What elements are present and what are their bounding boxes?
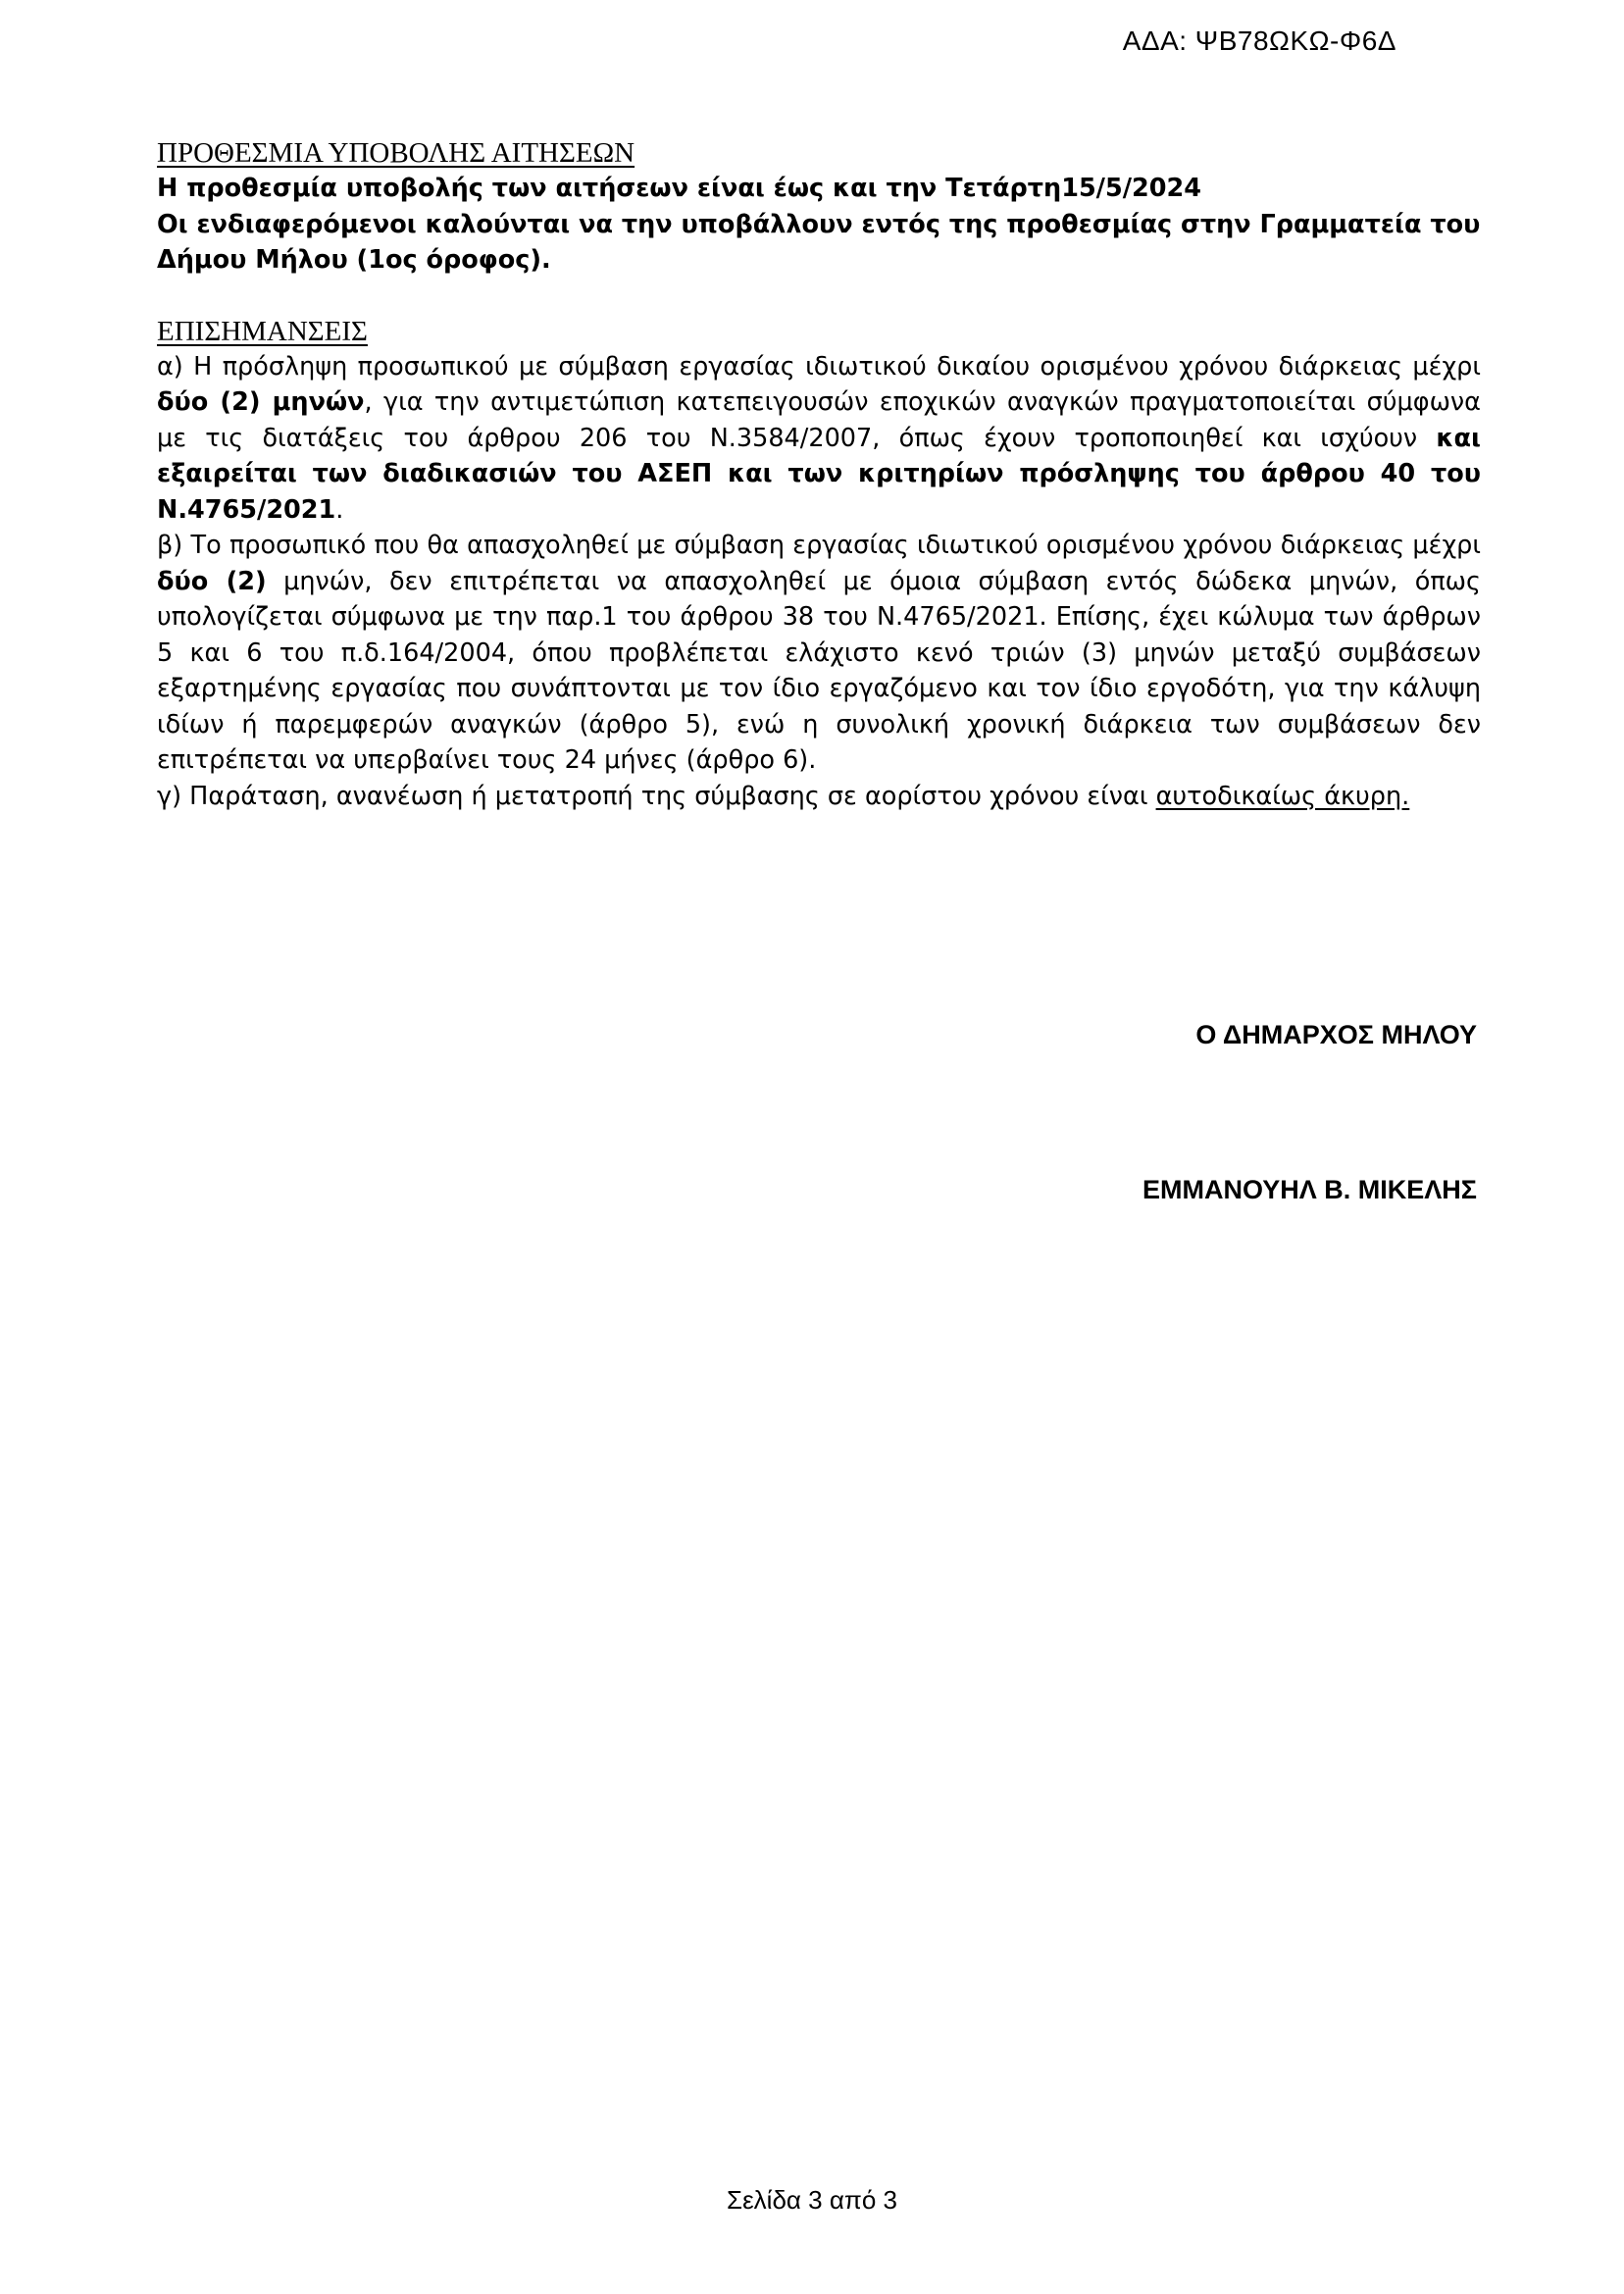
- note-a-bold-2: και εξαιρείται των διαδικασιών του ΑΣΕΠ και των κριτηρίων πρόσληψης του άρθρου 40 του Ν.4765/2021: [157, 423, 1481, 525]
- note-a-bold-1: δύο (2) μηνών: [157, 387, 365, 417]
- note-a-text-1: α) Η πρόσληψη προσωπικού με σύμβαση εργασίας ιδιωτικού δικαίου ορισμένου χρόνου διάρκειας μέχρι: [157, 351, 1481, 382]
- note-c-underlined: αυτοδικαίως άκυρη.: [1155, 781, 1410, 811]
- ada-code: ΑΔΑ: ΨΒ78ΩΚΩ-Φ6Δ: [1122, 25, 1396, 56]
- note-c-text-1: γ) Παράταση, ανανέωση ή μετατροπή της σύμβασης σε αορίστου χρόνου είναι: [157, 781, 1156, 811]
- deadline-submission-text: Οι ενδιαφερόμενοι καλούνται να την υποβάλλουν εντός της προθεσμίας στην Γραμματεία του Δήμου Μήλου (1ος όροφος).: [157, 209, 1481, 275]
- note-b-bold-1: δύο (2): [157, 566, 267, 596]
- deadline-heading: ΠΡΟΘΕΣΜΙΑ ΥΠΟΒΟΛΗΣ ΑΙΤΗΣΕΩΝ: [157, 137, 635, 169]
- spacer: [157, 279, 1481, 314]
- note-a-text-3: .: [335, 494, 344, 525]
- note-c: [157, 779, 1481, 815]
- signature-name: ΕΜΜΑΝΟΥΗΛ Β. ΜΙΚΕΛΗΣ: [1142, 1175, 1477, 1204]
- page-number: Σελίδα 3 από 3: [727, 2185, 897, 2215]
- notes-heading: ΕΠΙΣΗΜΑΝΣΕΙΣ: [157, 315, 368, 347]
- document-body: [157, 135, 1481, 814]
- note-b: [157, 528, 1481, 779]
- note-a: [157, 349, 1481, 529]
- signature-title: Ο ΔΗΜΑΡΧΟΣ ΜΗΛΟΥ: [1195, 1020, 1477, 1049]
- deadline-date-text: Η προθεσμία υποβολής των αιτήσεων είναι έως και την Τετάρτη15/5/2024: [157, 174, 1202, 203]
- note-a-text-2: , για την αντιμετώπιση κατεπειγουσών εποχικών αναγκών πραγματοποιείται σύμφωνα με τις διατάξεις του άρθρου 206 του Ν.3584/2007, όπως έχουν τροποποιηθεί και ισχύουν: [157, 387, 1481, 453]
- note-b-text-2: μηνών, δεν επιτρέπεται να απασχοληθεί με όμοια σύμβαση εντός δώδεκα μηνών, όπως υπολογίζεται σύμφωνα με την παρ.1 του άρθρου 38 του Ν.4765/2021. Επίσης, έχει κώλυμα των άρθρων 5 και 6 του π.δ.164/2004, όπου προβλέπεται ελάχιστο κενό τριών (3) μηνών μεταξύ συμβάσεων εξαρτημένης εργασίας που συνάπτονται με τον ίδιο εργαζόμενο και τον ίδιο εργοδότη, για την κάλυψη ιδίων ή παρεμφερών αναγκών (άρθρο 5), ενώ η συνολική χρονική διάρκεια των συμβάσεων δεν επιτρέπεται να υπερβαίνει τους 24 μήνες (άρθρο 6).: [157, 566, 1481, 775]
- note-b-text-1: β) Το προσωπικό που θα απασχοληθεί με σύμβαση εργασίας ιδιωτικού ορισμένου χρόνου διάρκειας μέχρι: [157, 531, 1481, 560]
